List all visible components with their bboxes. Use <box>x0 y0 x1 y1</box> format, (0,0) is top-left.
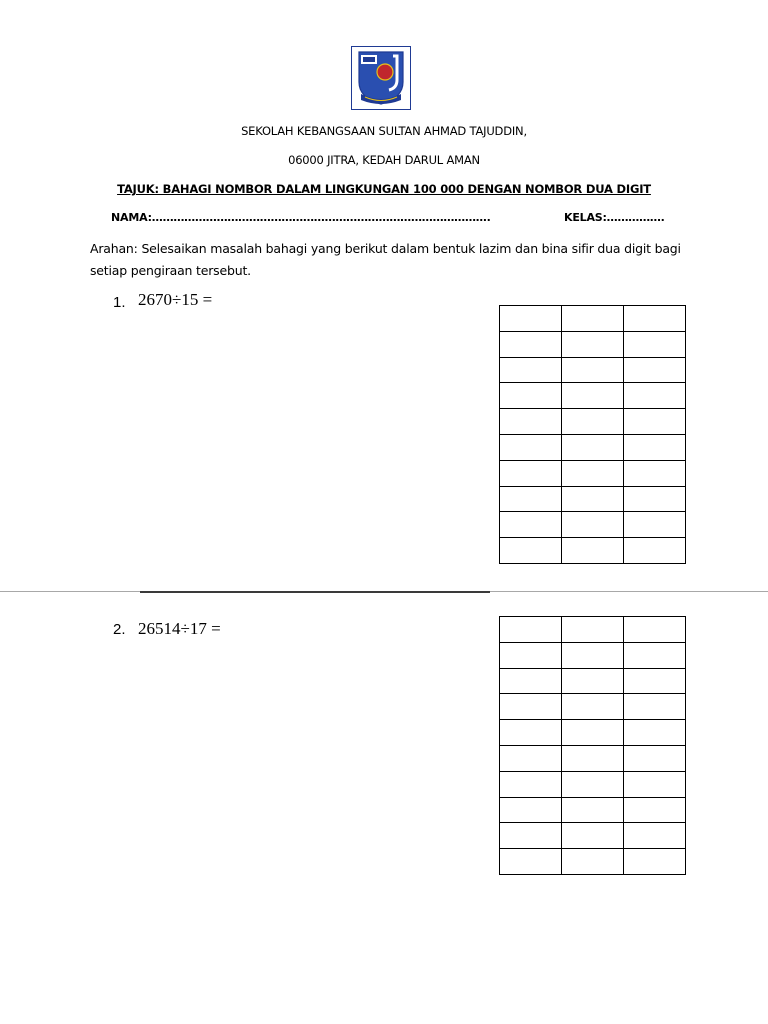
grid-cell[interactable] <box>624 771 686 797</box>
grid-cell[interactable] <box>562 720 624 746</box>
grid-row <box>500 331 686 357</box>
grid-cell[interactable] <box>562 745 624 771</box>
grid-cell[interactable] <box>562 460 624 486</box>
grid-cell[interactable] <box>624 849 686 875</box>
division-expression: 26514÷17 = <box>138 619 221 638</box>
grid-cell[interactable] <box>562 797 624 823</box>
grid-cell[interactable] <box>624 486 686 512</box>
grid-cell[interactable] <box>624 668 686 694</box>
question-number: 2. <box>113 621 126 638</box>
grid-row <box>500 486 686 512</box>
class-field[interactable]: KELAS:……………. <box>564 211 665 224</box>
multiplication-table-grid-1[interactable] <box>499 305 686 564</box>
grid-cell[interactable] <box>562 668 624 694</box>
grid-cell[interactable] <box>500 849 562 875</box>
grid-cell[interactable] <box>500 306 562 332</box>
grid-row <box>500 306 686 332</box>
question-number: 1. <box>113 294 126 311</box>
grid-row <box>500 434 686 460</box>
grid-row <box>500 823 686 849</box>
worksheet-title: TAJUK: BAHAGI NOMBOR DALAM LINGKUNGAN 100 000 DENGAN NOMBOR DUA DIGIT <box>117 182 651 196</box>
instruction-text: Arahan: Selesaikan masalah bahagi yang berikut dalam bentuk lazim dan bina sifir dua digit bagi setiap pengiraan tersebut. <box>90 241 681 278</box>
grid-cell[interactable] <box>624 460 686 486</box>
grid-row <box>500 745 686 771</box>
grid-cell[interactable] <box>624 823 686 849</box>
grid-cell[interactable] <box>500 797 562 823</box>
grid-cell[interactable] <box>500 512 562 538</box>
grid-cell[interactable] <box>500 617 562 643</box>
grid-row <box>500 642 686 668</box>
grid-cell[interactable] <box>562 823 624 849</box>
grid-cell[interactable] <box>624 642 686 668</box>
grid-cell[interactable] <box>562 849 624 875</box>
school-crest-logo <box>351 46 411 110</box>
grid-cell[interactable] <box>624 331 686 357</box>
grid-row <box>500 668 686 694</box>
grid-cell[interactable] <box>562 409 624 435</box>
school-address: 06000 JITRA, KEDAH DARUL AMAN <box>288 153 480 167</box>
multiplication-table-grid-2[interactable] <box>499 616 686 875</box>
grid-row <box>500 538 686 564</box>
grid-row <box>500 694 686 720</box>
grid-row <box>500 512 686 538</box>
grid-cell[interactable] <box>562 331 624 357</box>
grid-cell[interactable] <box>624 617 686 643</box>
grid-cell[interactable] <box>562 383 624 409</box>
grid-cell[interactable] <box>562 617 624 643</box>
grid-cell[interactable] <box>500 460 562 486</box>
grid-cell[interactable] <box>500 383 562 409</box>
grid-cell[interactable] <box>624 694 686 720</box>
grid-cell[interactable] <box>500 720 562 746</box>
grid-cell[interactable] <box>500 642 562 668</box>
grid-cell[interactable] <box>624 434 686 460</box>
grid-row <box>500 849 686 875</box>
grid-row <box>500 460 686 486</box>
grid-cell[interactable] <box>562 538 624 564</box>
grid-row <box>500 720 686 746</box>
grid-cell[interactable] <box>500 538 562 564</box>
grid-row <box>500 357 686 383</box>
grid-cell[interactable] <box>500 434 562 460</box>
name-field[interactable]: NAMA:…………………………………………………………………………………. <box>111 211 491 224</box>
division-expression: 2670÷15 = <box>138 290 213 309</box>
grid-cell[interactable] <box>562 771 624 797</box>
grid-cell[interactable] <box>500 745 562 771</box>
grid-cell[interactable] <box>624 720 686 746</box>
grid-cell[interactable] <box>624 745 686 771</box>
grid-cell[interactable] <box>562 694 624 720</box>
grid-cell[interactable] <box>500 409 562 435</box>
grid-cell[interactable] <box>624 383 686 409</box>
grid-cell[interactable] <box>624 538 686 564</box>
grid-cell[interactable] <box>562 357 624 383</box>
grid-cell[interactable] <box>624 306 686 332</box>
grid-cell[interactable] <box>500 486 562 512</box>
grid-row <box>500 409 686 435</box>
school-name: SEKOLAH KEBANGSAAN SULTAN AHMAD TAJUDDIN, <box>241 124 527 138</box>
grid-cell[interactable] <box>500 668 562 694</box>
grid-cell[interactable] <box>624 797 686 823</box>
grid-cell[interactable] <box>562 512 624 538</box>
grid-cell[interactable] <box>500 771 562 797</box>
grid-row <box>500 797 686 823</box>
grid-cell[interactable] <box>500 331 562 357</box>
grid-row <box>500 617 686 643</box>
grid-cell[interactable] <box>624 409 686 435</box>
grid-cell[interactable] <box>500 823 562 849</box>
grid-cell[interactable] <box>624 512 686 538</box>
grid-cell[interactable] <box>500 357 562 383</box>
grid-cell[interactable] <box>500 694 562 720</box>
grid-cell[interactable] <box>562 306 624 332</box>
grid-cell[interactable] <box>562 486 624 512</box>
grid-cell[interactable] <box>562 642 624 668</box>
grid-cell[interactable] <box>562 434 624 460</box>
grid-row <box>500 383 686 409</box>
grid-cell[interactable] <box>624 357 686 383</box>
grid-row <box>500 771 686 797</box>
